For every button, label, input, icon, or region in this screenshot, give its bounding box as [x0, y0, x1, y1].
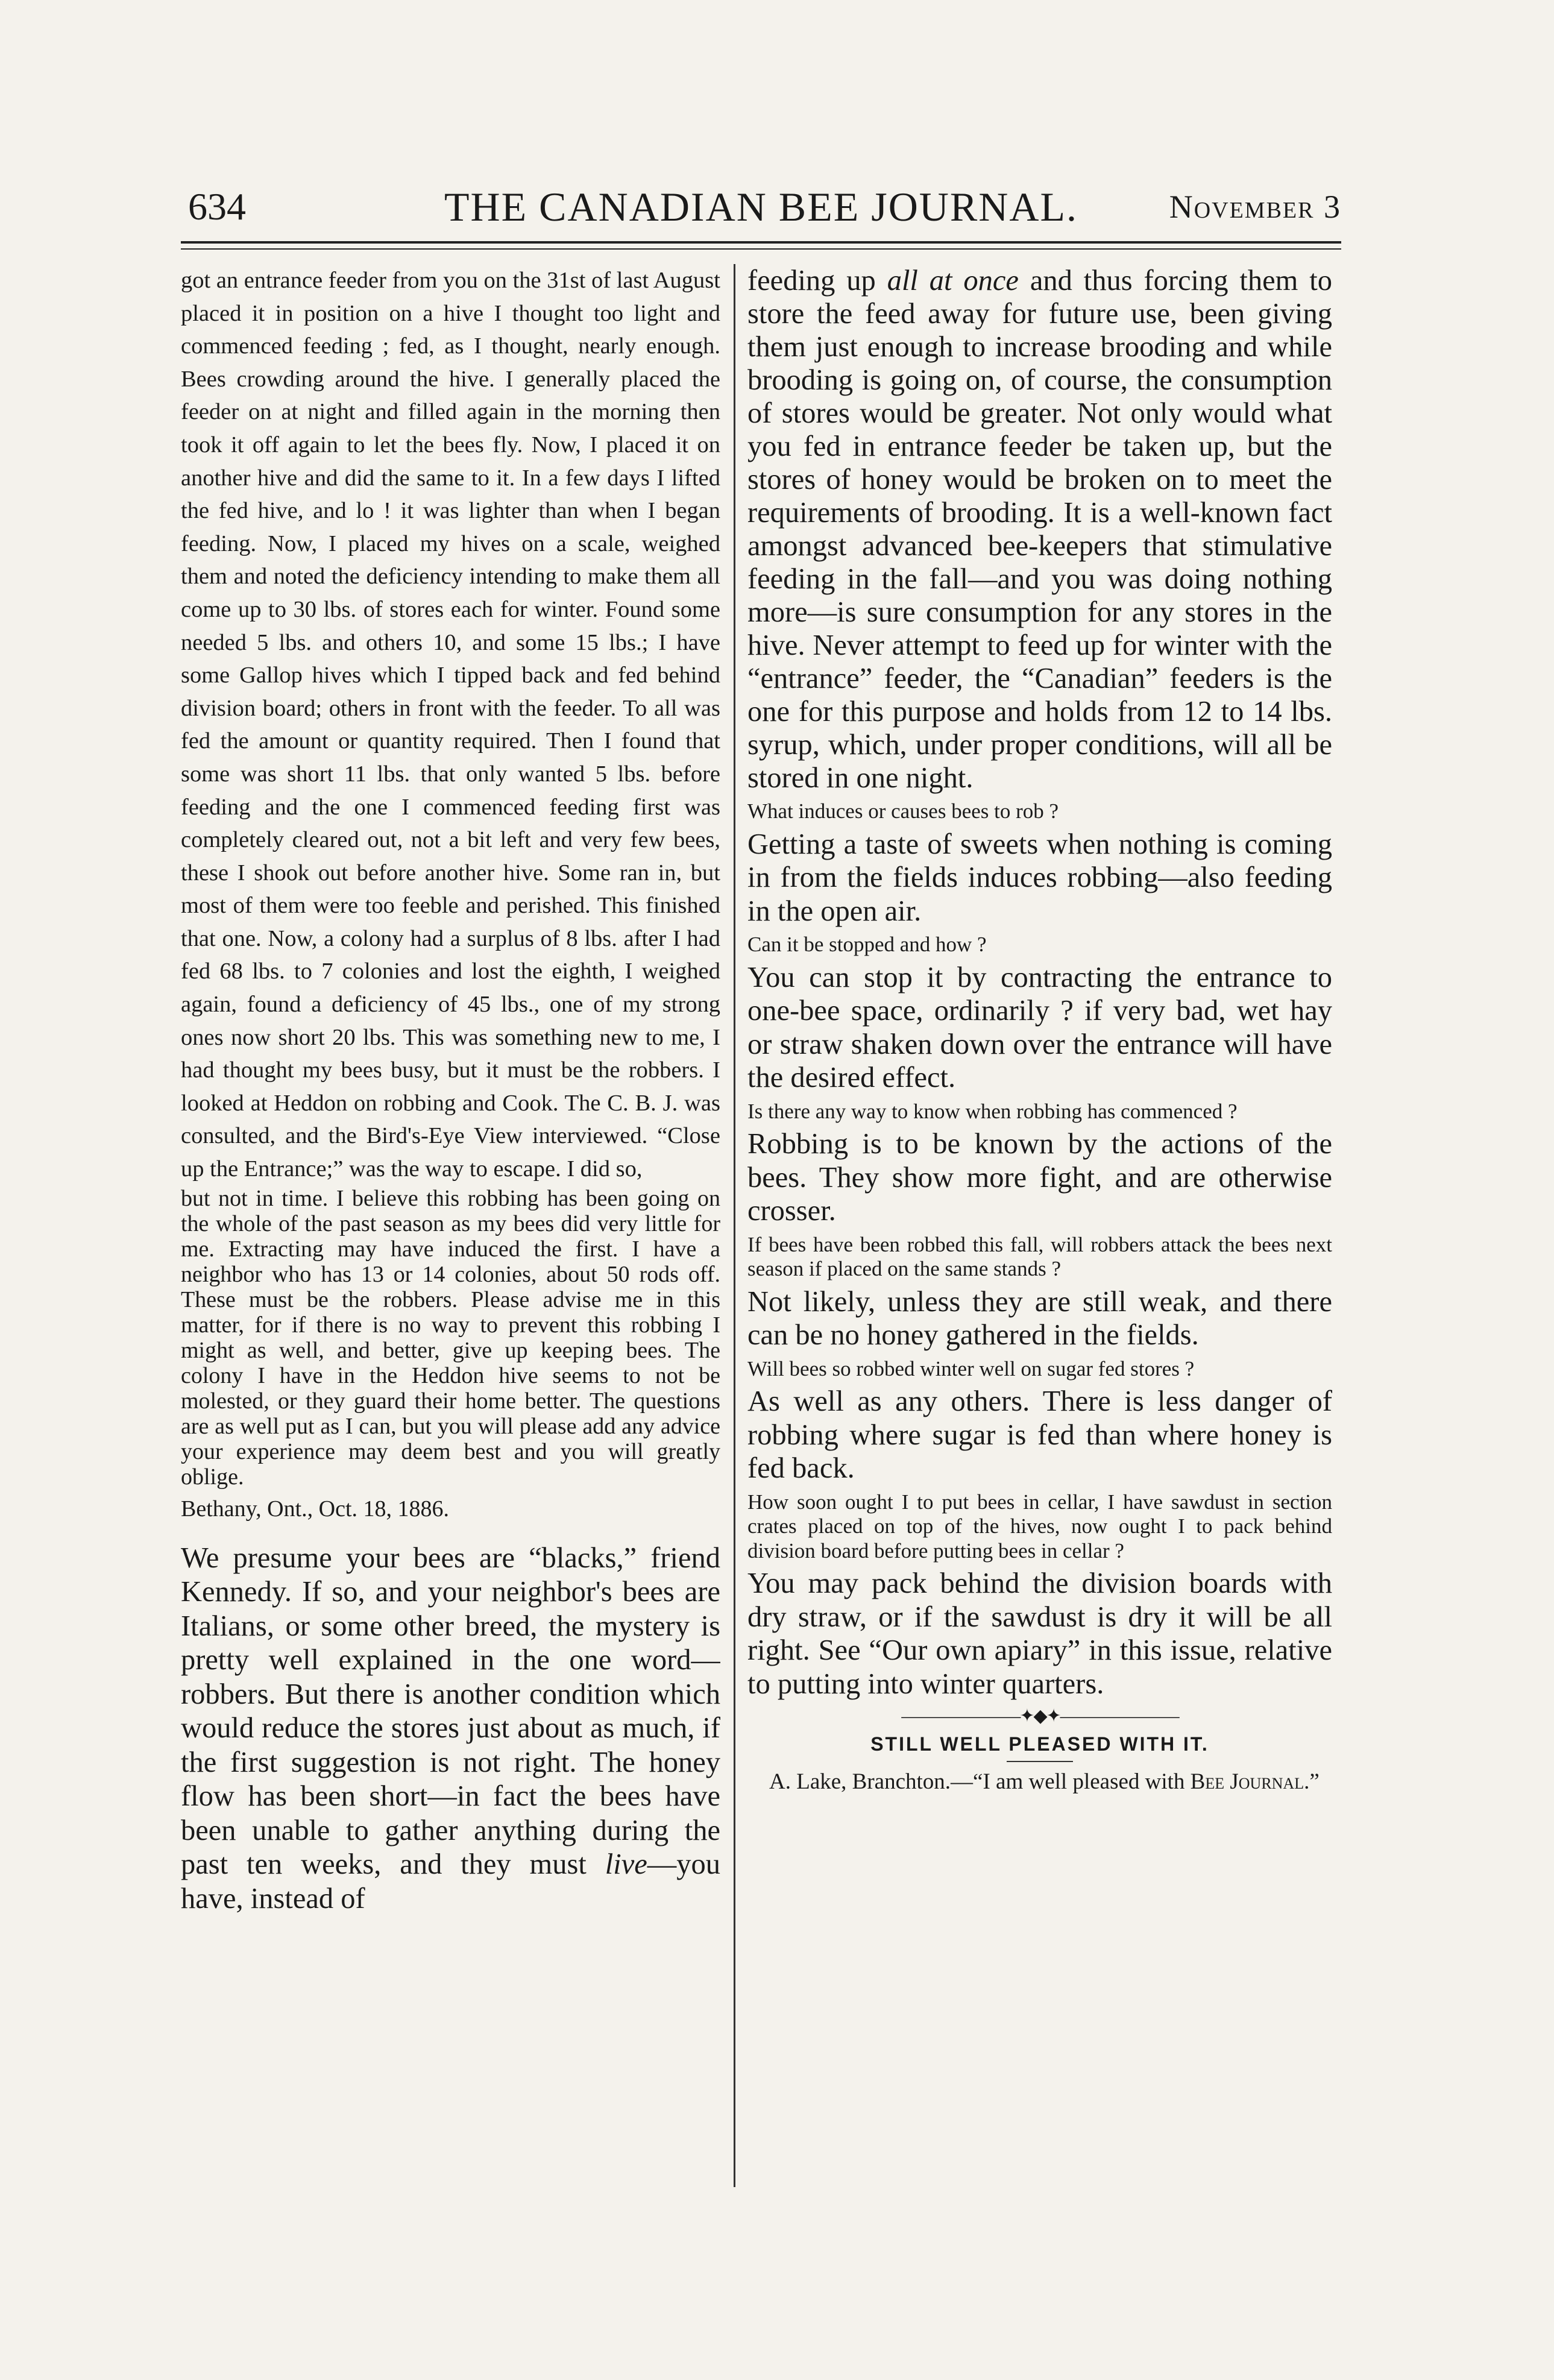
- question: What induces or causes bees to rob ?: [747, 799, 1059, 823]
- letter-paragraph: got an entrance feeder from you on the 31st of last August placed it in position on a hive I thought too light and commenced feeding ; fed, as I thought, nearly enough. Bees crowding around the hive. I generally placed the feeder on at night and filled again in the morning then took it off again to let the bees fly. Now, I placed it on another hive and did the same to it. In a few days I lifted the fed hive, and lo ! it was lighter than when I began feeding. Now, I placed my hives on a scale, weighed them and noted the deficiency intending to make them all come up to 30 lbs. of stores each for winter. Found some needed 5 lbs. and others 10, and some 15 lbs.; I have some Gallop hives which I tipped back and fed behind division board; others in front with the feeder. To all was fed the amount or quantity required. Then I found that some was short 11 lbs. that only wanted 5 lbs. before feeding and the one I commenced feeding first was completely cleared out, not a bit left and very few bees, these I shook out before another hive. Some ran in, but most of them were too feeble and perished. This finished that one. Now, a colony had a surplus of 8 lbs. after I had fed 68 lbs. to 7 colonies and lost the eighth, I weighed again, found a deficiency of 45 lbs., one of my strong ones now short 20 lbs. This was something new to me, I had thought my bees busy, but it must be the robbers. I looked at Heddon on robbing and Cook. The C. B. J. was consulted, and the Bird's-Eye View interviewed. “Close up the Entrance;” was the way to escape. I did so,: [181, 268, 720, 1182]
- emphasis-all-at-once: all at once: [887, 265, 1019, 297]
- letter-paragraph-continued: but not in time. I believe this robbing has been going on the whole of the past season as my bees did very little for me. Extracting may have induced the first. I have a neighbor who has 13 or 14 colonies, about 50 rods off. These must be the robbers. Please advise me in this matter, for if there is no way to prevent this robbing I might as well, and better, give up keeping bees. The colony I have in the Heddon hive seems to not be molested, or they guard their home better. The questions are as well put as I can, but you will please add any advice your experience may deem best and you will greatly oblige.: [181, 1185, 720, 1490]
- left-column: [181, 264, 720, 2187]
- answer: Getting a taste of sweets when nothing is coming in from the fields induces robbing—also feeding in the open air.: [747, 828, 1332, 927]
- letter-signature: Bethany, Ont., Oct. 18, 1886.: [181, 1496, 450, 1522]
- answer: As well as any others. There is less danger of robbing where sugar is fed than where honey is fed back.: [747, 1385, 1332, 1484]
- section-heading: STILL WELL PLEASED WITH IT.: [870, 1733, 1209, 1755]
- heading-rule: [1007, 1761, 1073, 1762]
- answer: Robbing is to be known by the actions of the bees. They show more fight, and are otherwise crosser.: [747, 1128, 1332, 1227]
- header-rule-bottom: [181, 248, 1341, 250]
- right-column: [747, 264, 1332, 2187]
- answer: Not likely, unless they are still weak, and there can be no honey gathered in the fields.: [747, 1285, 1332, 1351]
- issue-date: November 3: [1169, 189, 1341, 225]
- column-divider: [734, 264, 735, 2187]
- editor-reply-continued: feeding up all at once and thus forcing them to store the feed away for future use, been giving them just enough to increase brooding and while brooding is going on, of course, the consumption of stores would be greater. Not only would what you fed in entrance feeder be taken up, but the stores of honey would be broken on to meet the requirements of brooding. It is a well-known fact amongst advanced bee-keepers that stimulative feeding in the fall—and you was doing nothing more—is sure consumption for any stores in the hive. Never attempt to feed up for winter with the “entrance” feeder, the “Canadian” feeders is the one for this purpose and holds from 12 to 14 lbs. syrup, which, under proper conditions, will all be stored in one night.: [747, 265, 1332, 794]
- question: Is there any way to know when robbing has commenced ?: [747, 1099, 1238, 1123]
- question: How soon ought I to put bees in cellar, I have sawdust in section crates placed on top of the hives, now ought I to pack behind division board before putting bees in cellar ?: [747, 1490, 1332, 1563]
- page-number: 634: [188, 185, 246, 228]
- question: Can it be stopped and how ?: [747, 933, 987, 956]
- header-rule-top: [181, 241, 1341, 244]
- page-header: [181, 181, 1341, 236]
- editor-reply: We presume your bees are “blacks,” friend Kennedy. If so, and your neighbor's bees are Italians, or some other breed, the mystery is pretty well explained in the one word—robbers. But there is another condition which would reduce the stores just about as much, if the first suggestion is not right. The honey flow has been short—in fact the bees have been unable to gather anything during the past ten weeks, and they must live—you have, instead of: [181, 1541, 720, 1915]
- answer: You can stop it by contracting the entrance to one-bee space, ordinarily ? if very bad, wet hay or straw shaken down over the entrance will have the desired effect.: [747, 961, 1332, 1094]
- journal-title: THE CANADIAN BEE JOURNAL.: [444, 184, 1078, 230]
- journal-name: Bee Journal.”: [1190, 1769, 1320, 1794]
- question: Will bees so robbed winter well on sugar fed stores ?: [747, 1356, 1195, 1380]
- ornament-divider: ———————✦◆✦———————: [901, 1706, 1178, 1726]
- question: If bees have been robbed this fall, will robbers attack the bees next season if placed on the same stands ?: [747, 1232, 1332, 1280]
- testimonial-note: A. Lake, Branchton.—“I am well pleased with Bee Journal.”: [769, 1769, 1320, 1794]
- emphasis-live: live: [605, 1848, 647, 1881]
- answer: You may pack behind the division boards with dry straw, or if the sawdust is dry it will be all right. See “Our own apiary” in this issue, relative to putting into winter quarters.: [747, 1567, 1332, 1700]
